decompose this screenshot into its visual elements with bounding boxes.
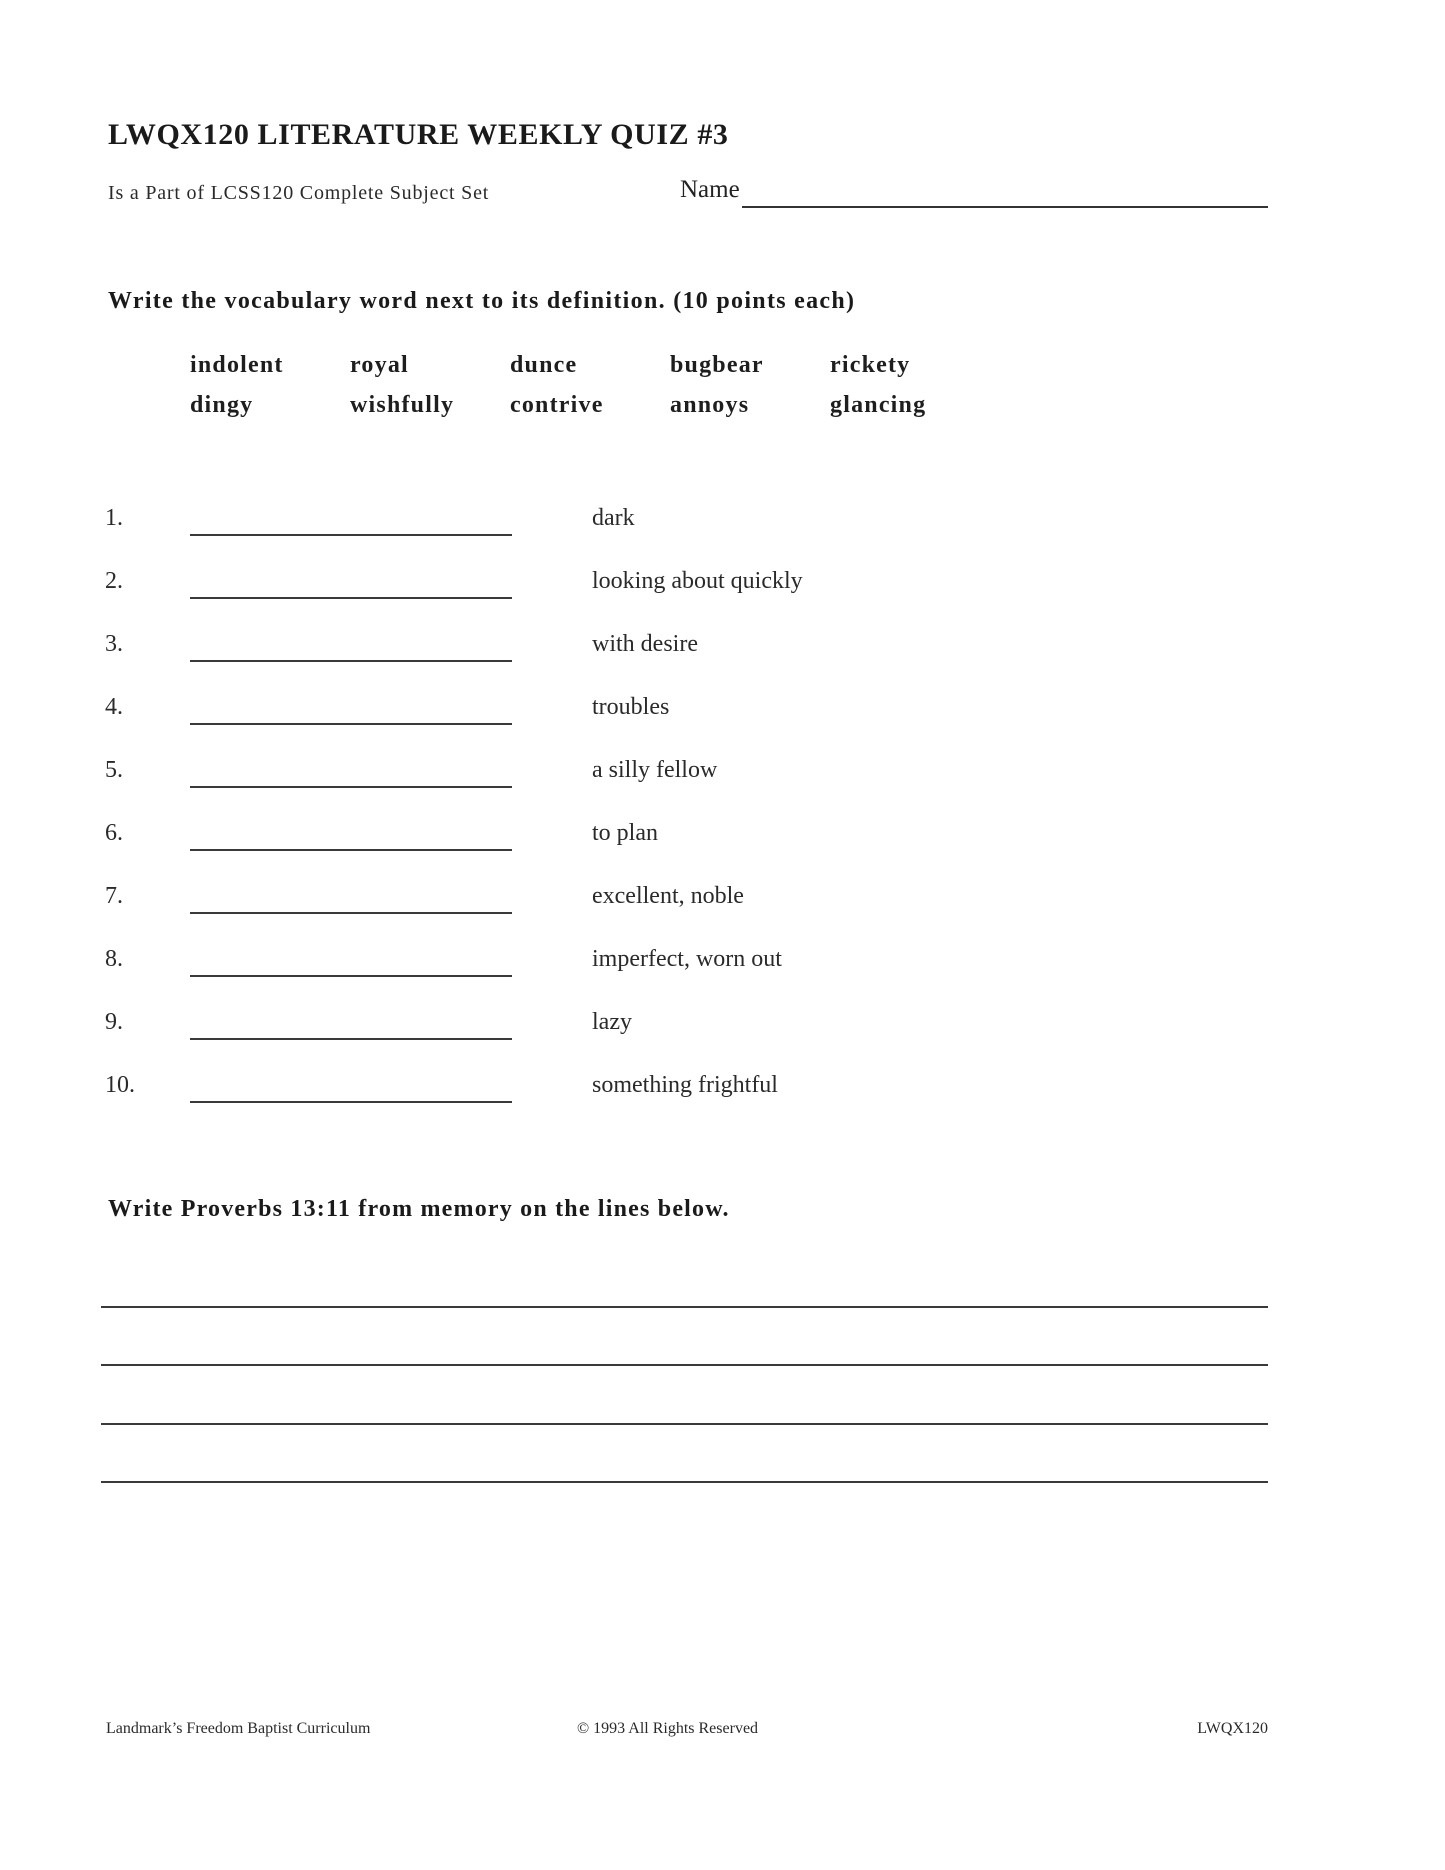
memory-verse-instructions: Write Proverbs 13:11 from memory on the lines below. [108,1196,730,1222]
answer-line[interactable] [190,849,512,851]
writing-line[interactable] [101,1481,1268,1483]
question-number: 7. [105,883,123,909]
word-bank-item: royal [350,352,409,378]
question-number: 2. [105,568,123,594]
word-bank-item: glancing [830,392,927,418]
question-number: 6. [105,820,123,846]
definition: something frightful [592,1072,778,1098]
footer-copyright: © 1993 All Rights Reserved [577,1720,759,1737]
definition: dark [592,505,635,531]
definition: imperfect, worn out [592,946,782,972]
question-number: 10. [105,1072,135,1098]
answer-line[interactable] [190,660,512,662]
writing-line[interactable] [101,1423,1268,1425]
answer-line[interactable] [190,975,512,977]
question-number: 4. [105,694,123,720]
word-bank-item: rickety [830,352,911,378]
page-title: LWQX120 LITERATURE WEEKLY QUIZ #3 [108,118,729,151]
word-bank-item: dingy [190,392,254,418]
footer-publisher: Landmark’s Freedom Baptist Curriculum [106,1720,371,1737]
word-bank-item: contrive [510,392,604,418]
answer-line[interactable] [190,1101,512,1103]
definition: troubles [592,694,670,720]
word-bank-item: dunce [510,352,578,378]
answer-line[interactable] [190,534,512,536]
word-bank-item: annoys [670,392,750,418]
word-bank-item: indolent [190,352,284,378]
definition: with desire [592,631,698,657]
definition: a silly fellow [592,757,718,783]
question-number: 3. [105,631,123,657]
subject-set-note: Is a Part of LCSS120 Complete Subject Set [108,182,490,204]
definition: excellent, noble [592,883,744,909]
vocabulary-instructions: Write the vocabulary word next to its definition. (10 points each) [108,288,856,314]
word-bank-item: bugbear [670,352,764,378]
answer-line[interactable] [190,597,512,599]
footer-code: LWQX120 [1197,1720,1268,1737]
name-label: Name [680,176,740,203]
name-field-line[interactable] [742,206,1268,208]
writing-line[interactable] [101,1364,1268,1366]
definition: to plan [592,820,658,846]
word-bank-item: wishfully [350,392,455,418]
answer-line[interactable] [190,1038,512,1040]
answer-line[interactable] [190,912,512,914]
question-number: 9. [105,1009,123,1035]
writing-line[interactable] [101,1306,1268,1308]
question-number: 5. [105,757,123,783]
definition: looking about quickly [592,568,803,594]
answer-line[interactable] [190,786,512,788]
definition: lazy [592,1009,632,1035]
question-number: 1. [105,505,123,531]
question-number: 8. [105,946,123,972]
answer-line[interactable] [190,723,512,725]
